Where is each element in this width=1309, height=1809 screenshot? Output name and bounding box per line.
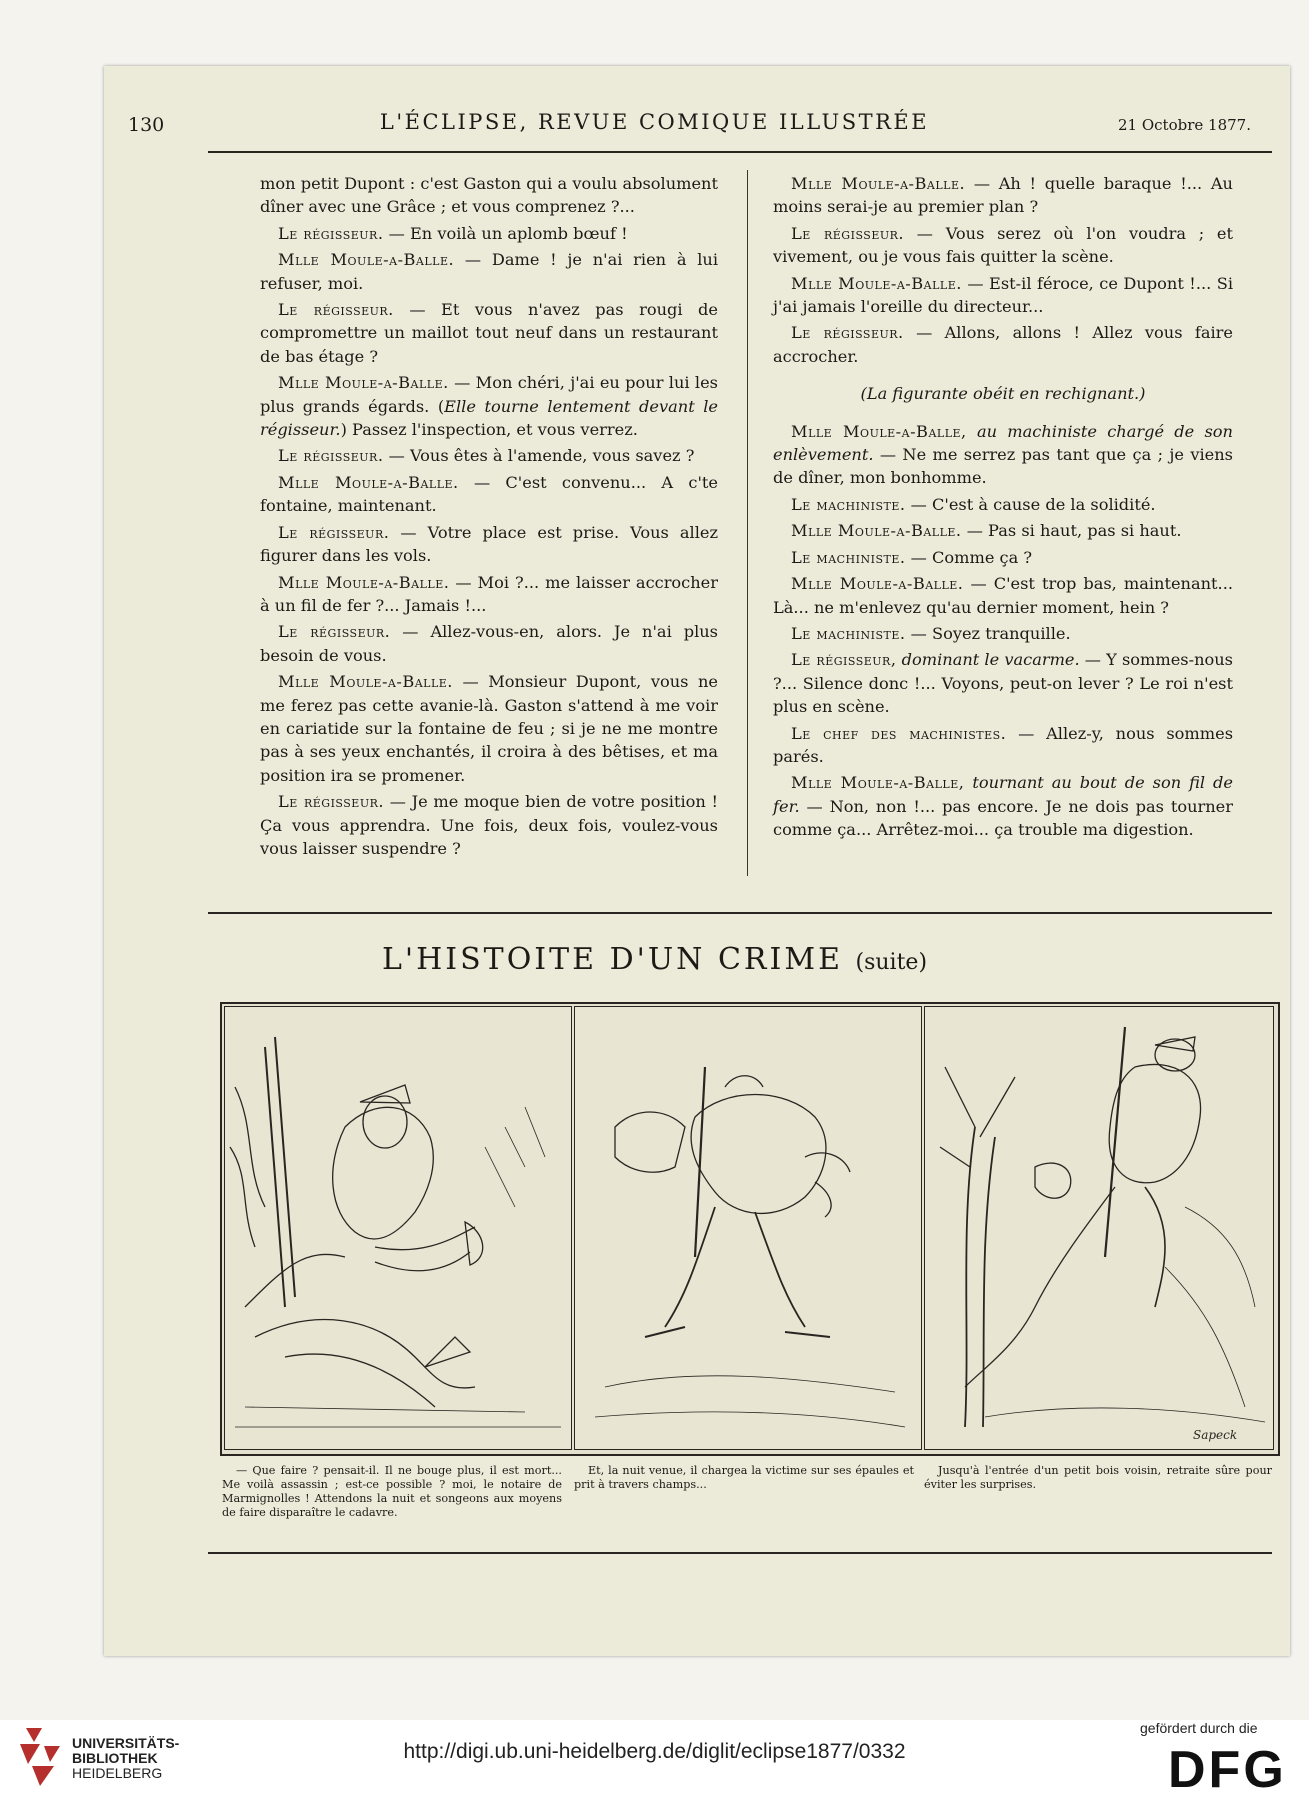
speaker: Mlle Moule-a-Balle. [791, 521, 962, 541]
section-rule [208, 912, 1272, 914]
speaker: Mlle Moule-a-Balle, [791, 773, 965, 793]
speaker: Mlle Moule-a-Balle. [278, 472, 459, 492]
page-number: 130 [128, 114, 165, 136]
dialogue-line: Mlle Moule-a-Balle. — Pas si haut, pas si haut. [791, 521, 1182, 541]
header-rule [208, 151, 1272, 153]
funding-label: gefördert durch die [1140, 1720, 1258, 1736]
caption-panel-3: Jusqu'à l'entrée d'un petit bois voisin, retraite sûre pour éviter les surprises. [924, 1464, 1272, 1491]
dialogue-line: Mlle Moule-a-Balle. — Monsieur Dupont, vous ne me ferez pas cette avanie-là. Gaston s'attend à me voir en cariatide sur la fontaine de feu ; si je ne me montre pas à ses yeux enchantés, il croira à des bêtises, et ma position ira se promener. [260, 672, 718, 785]
engraving-entering-woods [925, 1007, 1273, 1449]
speaker: Le régisseur. [278, 300, 394, 320]
speaker: Le régisseur. [278, 622, 391, 642]
dialogue-line: Mlle Moule-a-Balle. — Dame ! je n'ai rien à lui refuser, moi. [260, 250, 718, 293]
dialogue-line: Le machiniste. — Soyez tranquille. [791, 623, 1071, 643]
speaker: Le machiniste. [791, 623, 906, 643]
dialogue-line: Le régisseur. — Et vous n'avez pas rougi de compromettre un maillot tout neuf dans un restaurant de bas étage ? [260, 300, 718, 366]
speaker: Mlle Moule-a-Balle. [791, 574, 964, 594]
dialogue-line: Le machiniste. — C'est à cause de la solidité. [791, 494, 1156, 514]
caption-panel-1: — Que faire ? pensait-il. Il ne bouge plus, il est mort... Me voilà assassin ; est-ce possible ? moi, le notaire de Marmignolles ! Attendons la nuit et songeons aux moyens de faire disparaître le cadavre. [222, 1464, 562, 1519]
dialogue-line: Mlle Moule-a-Balle. — Ah ! quelle baraque !... Au moins serai-je au premier plan ? [773, 174, 1233, 217]
dialogue-line: Mlle Moule-a-Balle. — Est-il féroce, ce Dupont !... Si j'ai jamais l'oreille du directeur... [773, 273, 1233, 317]
dialogue-line: Le régisseur. — Je me moque bien de votre position ! Ça vous apprendra. Une fois, deux fois, voulez-vous vous laisser suspendre ? [260, 792, 719, 858]
speaker: Le régisseur. [791, 223, 905, 243]
dialogue-line: Mlle Moule-a-Balle. — Mon chéri, j'ai eu pour lui les plus grands égards. (Elle tourne lentement devant le régisseur.) Passez l'inspection, et vous verrez. [260, 373, 719, 440]
dialogue-line: Mlle Moule-a-Balle. — C'est convenu... A c'te fontaine, maintenant. [260, 472, 718, 516]
dialogue-line: Le machiniste. — Comme ça ? [791, 547, 1033, 567]
dialogue-line: Mlle Moule-a-Balle, au machiniste chargé de son enlèvement. — Ne me serrez pas tant que ça ; je viens de dîner, mon bonhomme. [773, 421, 1233, 488]
dialogue-line: Le régisseur. — Allons, allons ! Allez vous faire accrocher. [773, 323, 1233, 366]
paragraph: mon petit Dupont : c'est Gaston qui a voulu absolument dîner avec une Grâce ; et vous comprenez ?... [260, 174, 718, 217]
speaker: Le régisseur, [791, 650, 897, 670]
bottom-rule [208, 1552, 1272, 1554]
journal-title: L'ÉCLIPSE, REVUE COMIQUE ILLUSTRÉE [379, 110, 930, 134]
institution-name: UNIVERSITÄTS- BIBLIOTHEK HEIDELBERG [72, 1735, 180, 1781]
speaker: Mlle Moule-a-Balle. [278, 572, 450, 592]
column-divider [747, 170, 748, 876]
speaker: Le régisseur. [278, 446, 384, 466]
section-suite: (suite) [855, 950, 928, 975]
engraving-seated-man [225, 1007, 571, 1449]
dialogue-line: Mlle Moule-a-Balle. — C'est trop bas, maintenant... Là... ne m'enlevez qu'au dernier moment, hein ? [773, 574, 1233, 617]
dfg-logo: DFG [1168, 1741, 1287, 1799]
speaker: Le régisseur. [278, 792, 385, 812]
dialogue-line: Mlle Moule-a-Balle. — Moi ?... me laisser accrocher à un fil de fer ?... Jamais !... [260, 572, 718, 615]
illustration-panel-1 [224, 1006, 572, 1450]
dialogue-line: Le chef des machinistes. — Allez-y, nous sommes parés. [773, 723, 1234, 766]
permalink-url[interactable]: http://digi.ub.uni-heidelberg.de/diglit/eclipse1877/0332 [403, 1740, 906, 1763]
dialogue-line: Le régisseur, dominant le vacarme. — Y sommes-nous ?... Silence donc !... Voyons, peut-on lever ? Le roi n'est plus en scène. [773, 650, 1233, 717]
speaker: Mlle Moule-a-Balle. [278, 250, 455, 270]
engraving-man-carrying-body [575, 1007, 921, 1449]
illustration-panel-3 [924, 1006, 1274, 1450]
artist-signature: Sapeck [1193, 1428, 1238, 1442]
dialogue-line: Le régisseur. — Votre place est prise. Vous allez figurer dans les vols. [260, 522, 719, 566]
speaker: Mlle Moule-a-Balle. [791, 273, 962, 293]
speaker: Le machiniste. [791, 494, 906, 514]
stage-direction: (La figurante obéit en rechignant.) [860, 384, 1146, 404]
left-text-column [260, 172, 718, 863]
dialogue-line: Le régisseur. — En voilà un aplomb bœuf ! [278, 223, 628, 243]
viewer-footer [0, 1720, 1309, 1809]
right-text-column [773, 172, 1233, 845]
speaker: Le machiniste. [791, 547, 906, 567]
speaker: Mlle Moule-a-Balle. [791, 174, 966, 193]
speaker: Le régisseur. [278, 522, 390, 542]
dialogue-line: Le régisseur. — Vous êtes à l'amende, vous savez ? [278, 446, 695, 466]
section-title: L'HISTOITE D'UN CRIME (suite) [381, 942, 928, 977]
speaker: Mlle Moule-a-Balle, [791, 421, 967, 441]
illustration-panel-2 [574, 1006, 922, 1450]
dialogue-line: Le régisseur. — Vous serez où l'on voudra ; et vivement, ou je vous fais quitter la scène. [773, 223, 1234, 267]
speaker: Le chef des machinistes. [791, 723, 1007, 743]
speaker: Le régisseur. [791, 323, 904, 343]
speaker: Mlle Moule-a-Balle. [278, 373, 449, 393]
speaker: Mlle Moule-a-Balle. [278, 672, 453, 692]
dialogue-line: Mlle Moule-a-Balle, tournant au bout de son fil de fer. — Non, non !... pas encore. Je ne dois pas tourner comme ça... Arrêtez-moi... ça trouble ma digestion. [773, 773, 1233, 840]
issue-date: 21 Octobre 1877. [1118, 116, 1251, 134]
speaker: Le régisseur. [278, 223, 384, 243]
caption-panel-2: Et, la nuit venue, il chargea la victime sur ses épaules et prit à travers champs... [574, 1464, 914, 1491]
dialogue-line: Le régisseur. — Allez-vous-en, alors. Je n'ai plus besoin de vous. [260, 622, 718, 665]
